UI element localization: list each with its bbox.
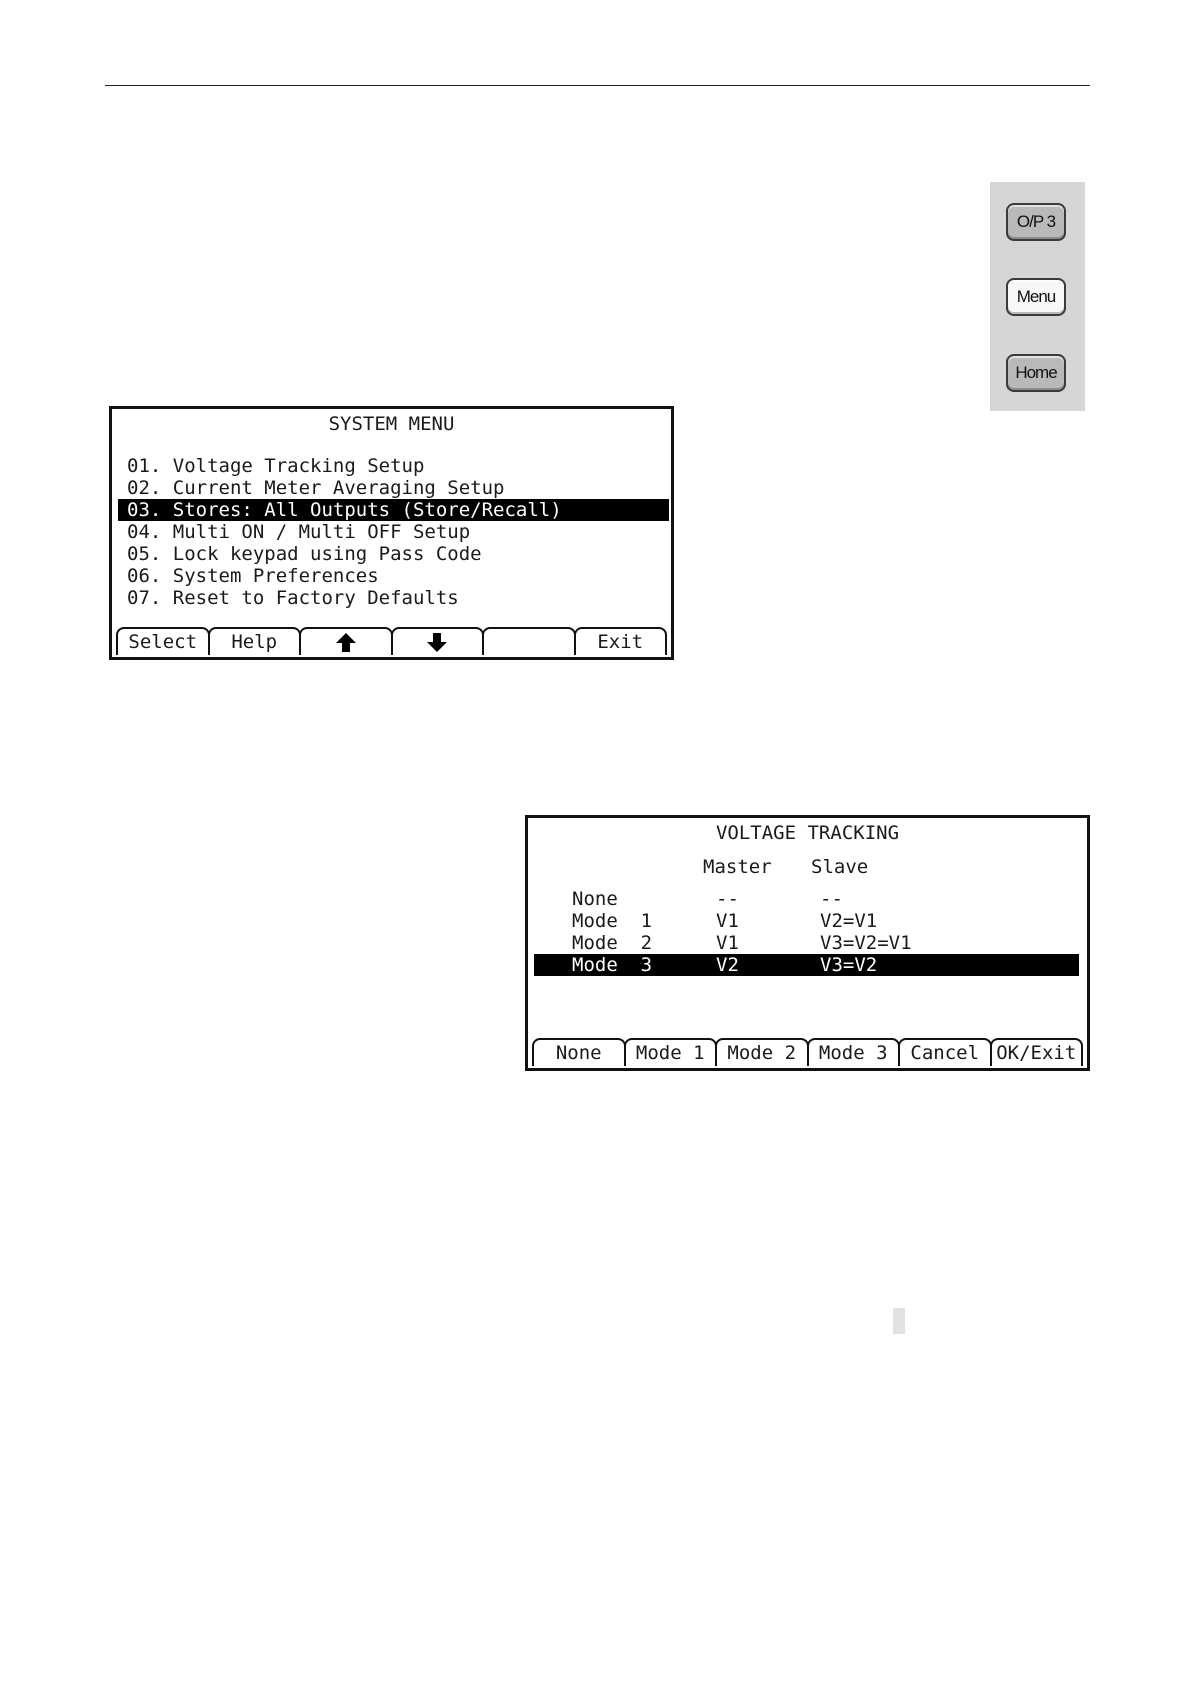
menu-item[interactable]: 06. System Preferences (127, 565, 379, 587)
slave-value: V3=V2=V1 (820, 932, 912, 954)
softkey-bar (532, 1038, 1083, 1066)
front-panel-keys (990, 182, 1085, 411)
master-value: -- (716, 888, 739, 910)
select-softkey[interactable]: Select (116, 627, 210, 655)
menu-item[interactable]: 05. Lock keypad using Pass Code (127, 543, 482, 565)
screen-title: SYSTEM MENU (328, 413, 455, 435)
master-value: V1 (716, 932, 739, 954)
mode-label[interactable]: Mode 2 (572, 932, 653, 954)
menu-key[interactable]: Menu (1006, 278, 1066, 316)
exit-softkey[interactable]: Exit (574, 627, 668, 655)
mode-label[interactable]: None (572, 888, 618, 910)
up-arrow-icon (336, 633, 356, 652)
screen-title: VOLTAGE TRACKING (715, 822, 900, 844)
menu-item[interactable]: 07. Reset to Factory Defaults (127, 587, 459, 609)
menu-item[interactable]: 04. Multi ON / Multi OFF Setup (127, 521, 471, 543)
slave-value: -- (820, 888, 843, 910)
master-header: Master (703, 856, 772, 878)
up-softkey[interactable] (299, 627, 393, 655)
blank-softkey[interactable] (482, 627, 576, 655)
master-value: V1 (716, 910, 739, 932)
menu-item[interactable]: 02. Current Meter Averaging Setup (127, 477, 505, 499)
system-menu-screen (109, 406, 674, 660)
menu-item[interactable]: 01. Voltage Tracking Setup (127, 455, 425, 477)
down-arrow-icon (427, 633, 447, 652)
mode1-softkey[interactable]: Mode 1 (624, 1038, 718, 1066)
op3-key[interactable]: O/P 3 (1006, 203, 1066, 241)
ok-exit-softkey[interactable]: OK/Exit (990, 1038, 1084, 1066)
help-softkey[interactable]: Help (208, 627, 302, 655)
header-rule (105, 85, 1090, 86)
voltage-tracking-screen (525, 815, 1090, 1071)
none-softkey[interactable]: None (532, 1038, 626, 1066)
mode2-softkey[interactable]: Mode 2 (715, 1038, 809, 1066)
slave-value-selected: V3=V2 (820, 954, 878, 976)
slave-value: V2=V1 (820, 910, 878, 932)
mode-label-selected[interactable]: Mode 3 (572, 954, 653, 976)
mode3-softkey[interactable]: Mode 3 (807, 1038, 901, 1066)
scan-artifact (893, 1308, 905, 1334)
mode-label[interactable]: Mode 1 (572, 910, 653, 932)
slave-header: Slave (811, 856, 869, 878)
down-softkey[interactable] (391, 627, 485, 655)
cancel-softkey[interactable]: Cancel (898, 1038, 992, 1066)
master-value-selected: V2 (716, 954, 739, 976)
home-key[interactable]: Home (1006, 354, 1066, 392)
softkey-bar (116, 627, 667, 655)
menu-item-selected[interactable]: 03. Stores: All Outputs (Store/Recall) (118, 499, 669, 521)
